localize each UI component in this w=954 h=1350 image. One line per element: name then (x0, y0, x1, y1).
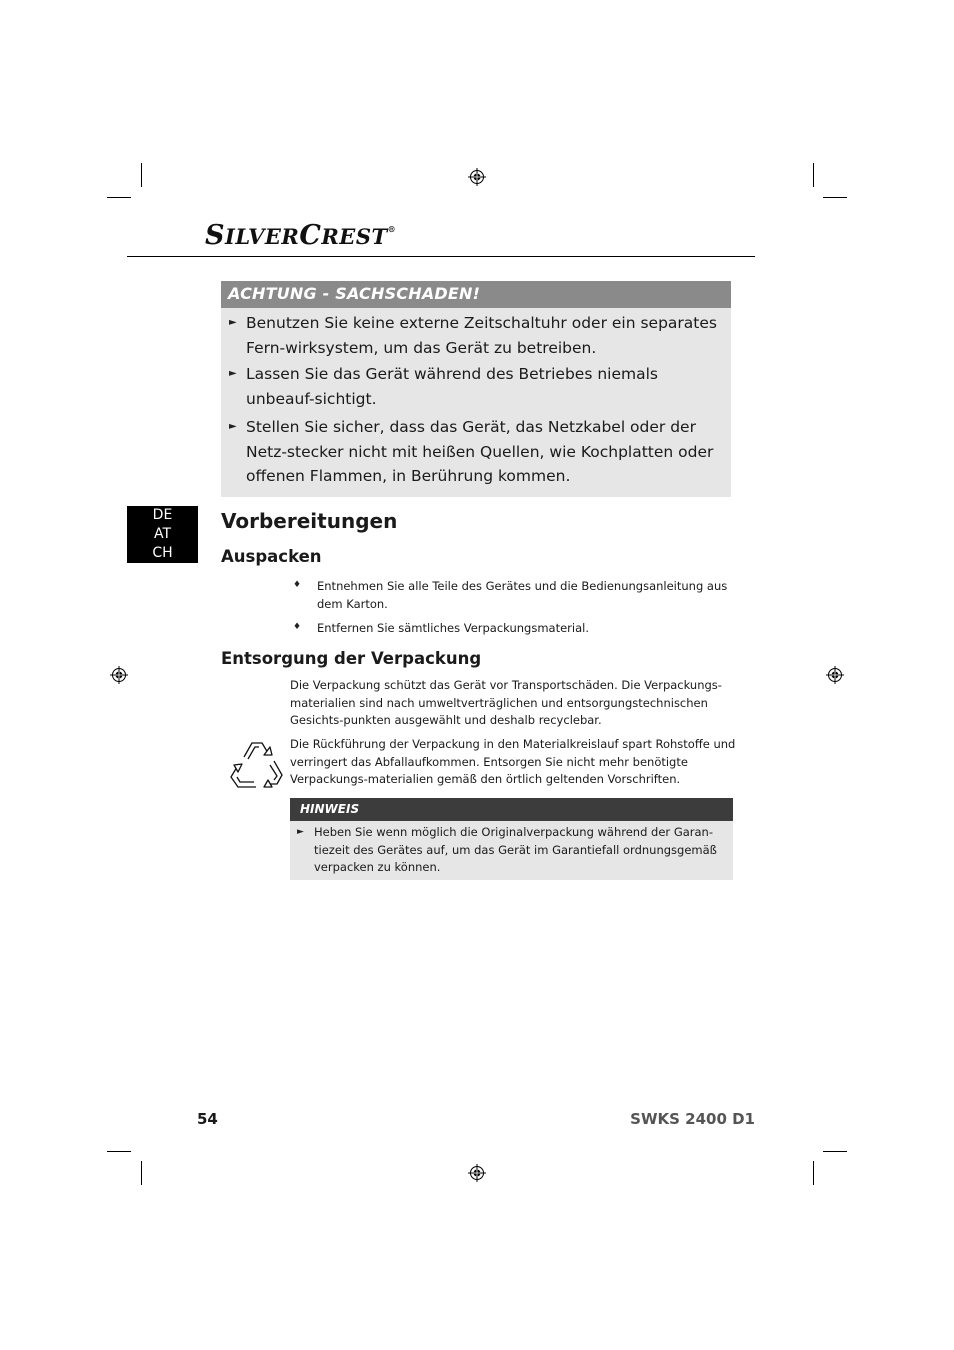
language-code: DE (152, 507, 173, 523)
section-title: Vorbereitungen (221, 509, 398, 533)
arrow-bullet-icon: ► (229, 421, 237, 432)
warning-box (221, 281, 731, 497)
warning-item-text: Benutzen Sie keine externe Zeitschaltuhr oder ein separates Fern-wirksystem, um das Gerät zu betreiben. (246, 314, 717, 357)
crop-mark (141, 1161, 142, 1185)
arrow-bullet-icon: ► (229, 368, 237, 379)
subsection-title-auspacken: Auspacken (221, 547, 322, 566)
warning-title: ACHTUNG - SACHSCHADEN! (228, 284, 481, 303)
subsection-title-entsorgung: Entsorgung der Verpackung (221, 649, 482, 668)
registration-mark-icon (826, 666, 844, 684)
language-code: CH (152, 545, 173, 561)
model-name: SWKS 2400 D1 (630, 1110, 755, 1128)
warning-item-text: Lassen Sie das Gerät während des Betriebes niemals unbeauf-sichtigt. (246, 365, 658, 408)
crop-mark (107, 1151, 131, 1152)
arrow-bullet-icon: ► (297, 827, 304, 837)
paragraph: Die Rückführung der Verpackung in den Materialkreislauf spart Rohstoffe und verringert das Abfallaufkommen. Entsorgen Sie nicht mehr benötigte Verpackungs-materialien gemäß den örtlich geltenden Vorschriften. (290, 737, 736, 787)
crop-mark (823, 197, 847, 198)
crop-mark (813, 163, 814, 187)
hinweis-title: HINWEIS (300, 802, 360, 816)
crop-mark (813, 1161, 814, 1185)
paragraph: Die Verpackung schützt das Gerät vor Transportschäden. Die Verpackungs-materialien sind nach umweltverträglichen und entsorgungstechnischen Gesichts-punkten ausgewählt und deshalb recyclebar. (290, 678, 722, 728)
recycle-icon (226, 737, 286, 793)
brand-logo: SILVERCREST® (205, 220, 397, 251)
registration-mark-icon (468, 168, 486, 186)
warning-item-text: Stellen Sie sicher, dass das Gerät, das Netzkabel oder der Netz-stecker nicht mit heißen Quellen, wie Kochplatten oder offenen Flammen, in Berührung kommen. (246, 418, 714, 485)
page-number: 54 (197, 1110, 218, 1128)
hinweis-box (290, 798, 733, 880)
registration-mark-icon (110, 666, 128, 684)
language-code: AT (153, 526, 172, 542)
crop-mark (823, 1151, 847, 1152)
language-tab (127, 506, 198, 563)
crop-mark (107, 197, 131, 198)
bullet-text: Entfernen Sie sämtliches Verpackungsmaterial. (317, 621, 589, 635)
registration-mark-icon (468, 1164, 486, 1182)
header-rule (127, 256, 755, 257)
diamond-bullet-icon: ♦ (293, 580, 302, 590)
warning-header (221, 281, 731, 308)
crop-mark (141, 163, 142, 187)
hinweis-text: Heben Sie wenn möglich die Originalverpackung während der Garan-tiezeit des Gerätes auf, um das Gerät im Garantiefall ordnungsgemäß verpacken zu können. (314, 825, 717, 875)
bullet-text: Entnehmen Sie alle Teile des Gerätes und die Bedienungsanleitung aus dem Karton. (317, 579, 728, 611)
diamond-bullet-icon: ♦ (293, 622, 302, 632)
arrow-bullet-icon: ► (229, 317, 237, 328)
hinweis-header (290, 798, 733, 821)
